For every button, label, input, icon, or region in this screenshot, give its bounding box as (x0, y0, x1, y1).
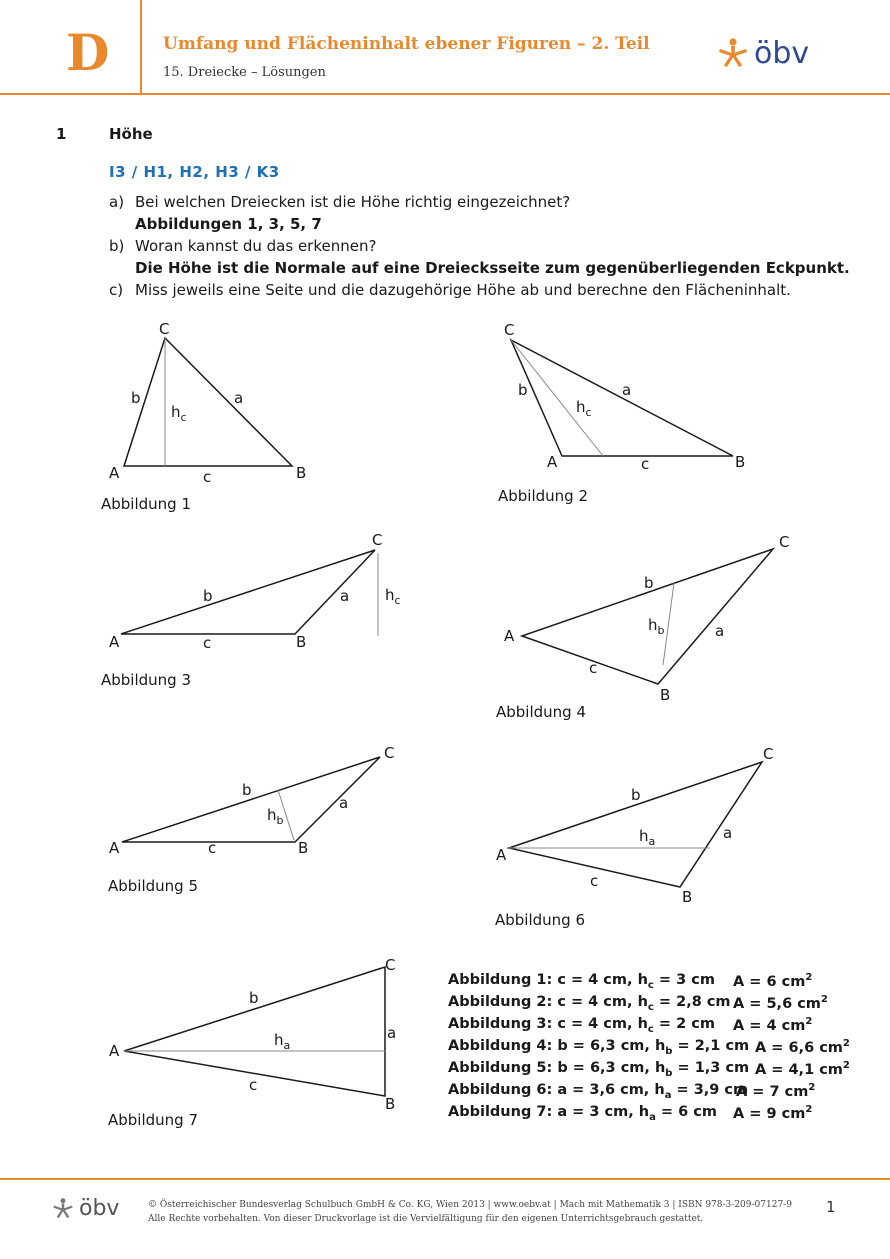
side-label: b (203, 587, 213, 605)
figure-caption-2: Abbildung 2 (498, 487, 589, 505)
vertex-label: A (109, 633, 120, 651)
height-4 (663, 583, 674, 665)
footer-line: Alle Rechte vorbehalten. Von dieser Druckvorlage ist die Vervielfältigung für den eigenen Unterrichtsgebrauch gestattet. (148, 1214, 704, 1224)
figure-caption-6: Abbildung 6 (495, 911, 586, 929)
triangle-3 (121, 550, 375, 634)
side-label: c (589, 659, 598, 677)
question-text: Miss jeweils eine Seite und die dazugehörige Höhe ab und berechne den Flächeninhalt. (135, 281, 791, 299)
vertex-label: C (159, 320, 170, 338)
side-label: a (340, 587, 350, 605)
triangle-1 (124, 338, 292, 466)
vertex-label: C (779, 533, 790, 551)
star-icon (52, 1198, 74, 1220)
question-letter: b) (109, 237, 125, 255)
figure-caption-5: Abbildung 5 (108, 877, 199, 895)
vertex-label: C (384, 744, 395, 762)
vertex-label: A (504, 627, 515, 645)
footer-logo (52, 1198, 119, 1220)
figure-caption-3: Abbildung 3 (101, 671, 192, 689)
side-label: b (518, 381, 528, 399)
vertex-label: A (109, 464, 120, 482)
side-label: c (203, 468, 212, 486)
height-label: $h_b$ (267, 806, 284, 827)
vertex-label: A (109, 1042, 120, 1060)
task-title: Höhe (109, 125, 153, 143)
task-number: 1 (56, 125, 67, 143)
footer-divider (0, 1178, 890, 1180)
vertex-label: B (298, 839, 309, 857)
answer-a: Abbildungen 1, 3, 5, 7 (135, 215, 322, 233)
side-label: b (242, 781, 252, 799)
chapter-letter: D (66, 23, 110, 82)
question-letter: c) (109, 281, 124, 299)
vertex-label: A (496, 846, 507, 864)
footer-line: © Österreichischer Bundesverlag Schulbuch GmbH & Co. KG, Wien 2013 | www.oebv.at | Mach mit Mathematik 3 | ISBN 978-3-209-07127-9 (148, 1200, 792, 1210)
vertex-label: A (547, 453, 558, 471)
side-label: b (131, 389, 141, 407)
vertex-label: B (660, 686, 671, 704)
vertex-label: C (504, 321, 515, 339)
vertex-label: C (385, 956, 396, 974)
side-label: a (723, 824, 733, 842)
side-label: c (641, 455, 650, 473)
vertex-label: B (385, 1095, 396, 1113)
height-label: $h_c$ (385, 586, 401, 607)
vertex-label: C (372, 531, 383, 549)
side-label: b (631, 786, 641, 804)
vertex-label: B (296, 633, 307, 651)
height-label: $h_c$ (576, 398, 592, 419)
vertex-label: A (109, 839, 120, 857)
figure-caption-7: Abbildung 7 (108, 1111, 199, 1129)
answer-b: Die Höhe ist die Normale auf eine Dreiecksseite zum gegenüberliegenden Eckpunkt. (135, 259, 850, 277)
vertex-label: B (735, 453, 746, 471)
figure-caption-1: Abbildung 1 (101, 495, 192, 513)
question-letter: a) (109, 193, 125, 211)
question-text: Bei welchen Dreiecken ist die Höhe richtig eingezeichnet? (135, 193, 571, 211)
footer-brand-name: öbv (79, 1196, 120, 1221)
height-label: $h_c$ (171, 403, 187, 424)
page-number: 1 (826, 1198, 836, 1216)
height-label: $h_a$ (274, 1031, 291, 1052)
page-title: Umfang und Flächeninhalt ebener Figuren – 2. Teil (163, 34, 650, 54)
side-label: c (208, 839, 217, 857)
side-label: c (249, 1076, 258, 1094)
side-label: a (715, 622, 725, 640)
side-label: a (387, 1024, 397, 1042)
figure-caption-4: Abbildung 4 (496, 703, 587, 721)
vertex-label: C (763, 745, 774, 763)
brand-name: öbv (754, 36, 810, 71)
competence-codes: I3 / H1, H2, H3 / K3 (109, 163, 280, 181)
side-label: c (590, 872, 599, 890)
side-label: b (644, 574, 654, 592)
page-subtitle: 15. Dreiecke – Lösungen (163, 65, 326, 80)
side-label: a (234, 389, 244, 407)
side-label: a (339, 794, 349, 812)
side-label: a (622, 381, 632, 399)
side-label: c (203, 634, 212, 652)
vertex-label: B (296, 464, 307, 482)
vertex-label: B (682, 888, 693, 906)
side-label: b (249, 989, 259, 1007)
height-label: $h_a$ (639, 827, 656, 848)
question-text: Woran kannst du das erkennen? (135, 237, 377, 255)
footer-copyright (148, 1198, 792, 1226)
height-label: $h_b$ (648, 616, 665, 637)
